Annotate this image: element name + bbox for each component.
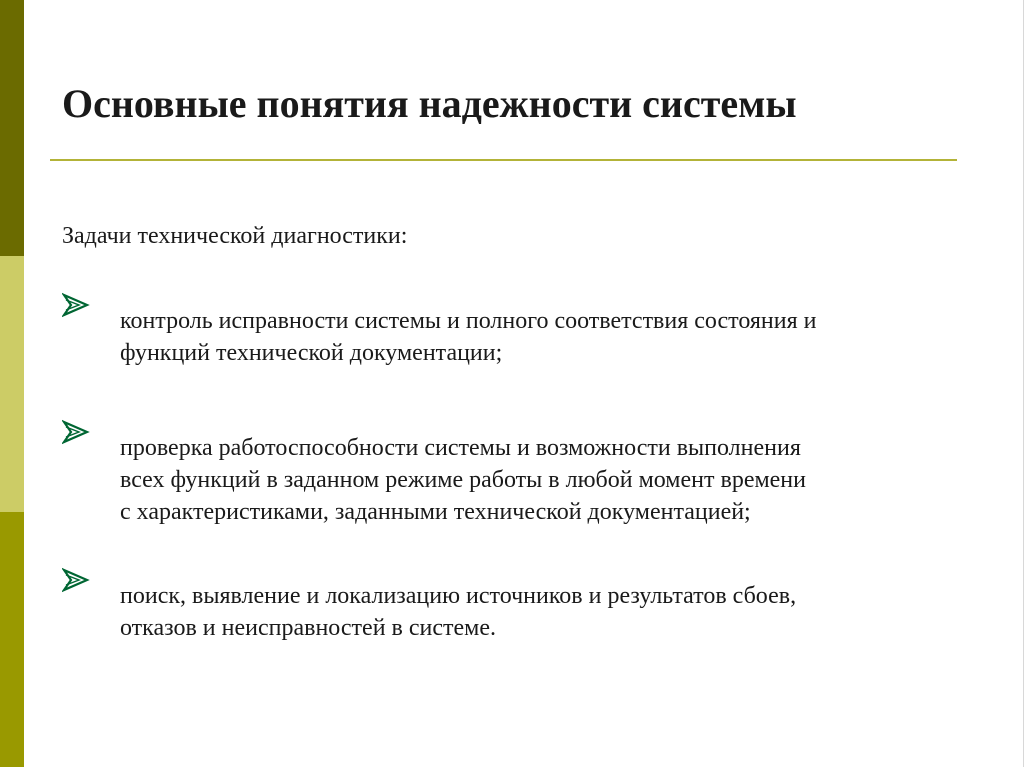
bullet-line: отказов и неисправностей в системе. (120, 615, 496, 641)
intro-text: Задачи технической диагностики: (62, 223, 408, 249)
bullet-text (120, 305, 817, 369)
arrow-bullet-icon (62, 291, 90, 319)
bullet-text (120, 580, 796, 644)
bullet-line: с характеристиками, заданными технической документацией; (120, 499, 751, 525)
title-divider (50, 159, 957, 161)
slide-title: Основные понятия надежности системы (62, 81, 797, 126)
bullet-line: поиск, выявление и локализацию источников и результатов сбоев, (120, 583, 797, 609)
sidebar-segment-middle (0, 256, 24, 512)
sidebar-decoration (0, 0, 24, 767)
sidebar-segment-top (0, 0, 24, 256)
bullet-line: контроль исправности системы и полного соответствия состояния и (120, 308, 817, 334)
bullet-line: функций технической документации; (120, 340, 503, 366)
bullet-line: проверка работоспособности системы и возможности выполнения (120, 435, 801, 461)
arrow-bullet-icon (62, 566, 90, 594)
bullet-line: всех функций в заданном режиме работы в любой момент времени (120, 467, 806, 493)
arrow-bullet-icon (62, 418, 90, 446)
sidebar-segment-bottom (0, 512, 24, 767)
bullet-text (120, 432, 806, 528)
